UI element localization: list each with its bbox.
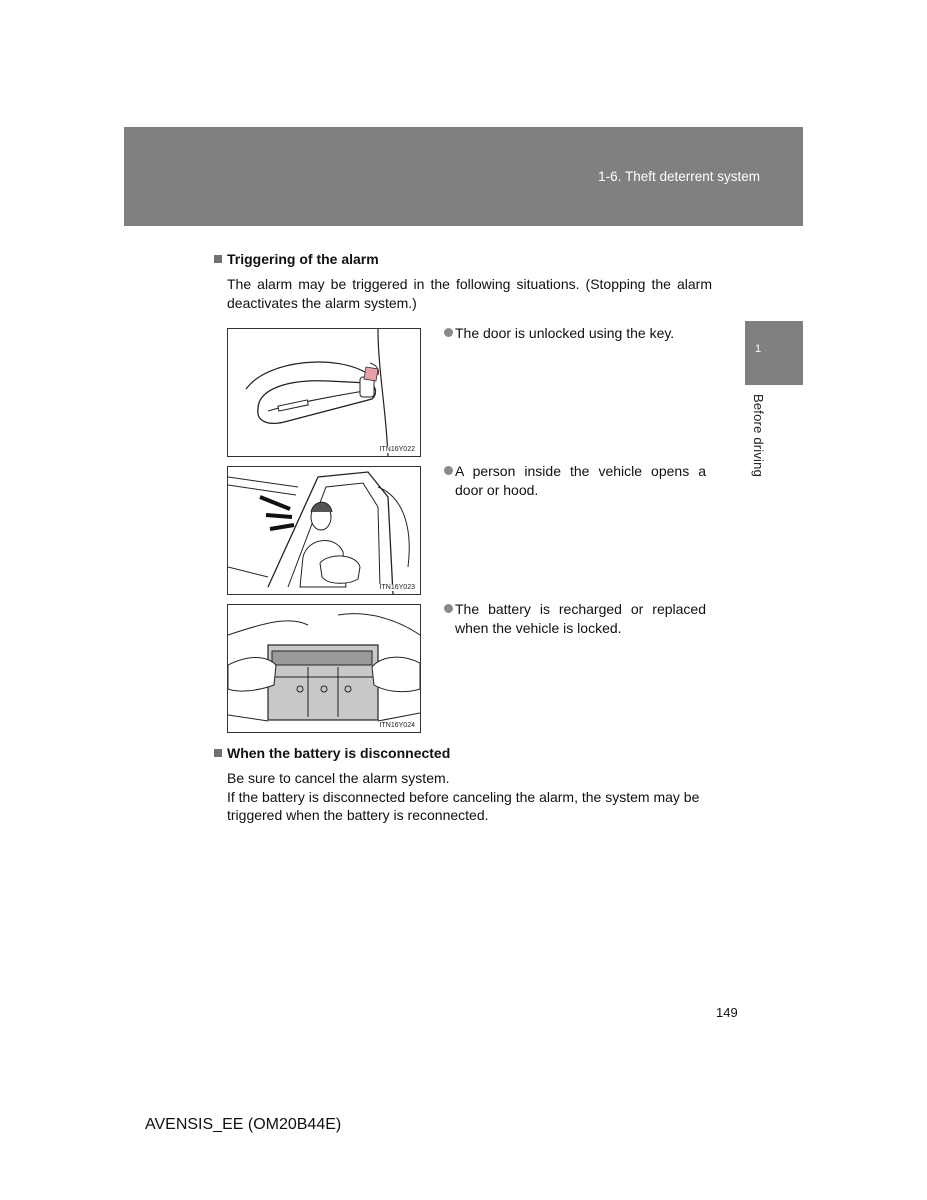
heading-text: Triggering of the alarm: [227, 251, 379, 267]
page-number: 149: [716, 1005, 738, 1020]
bullet-dot-icon: [444, 604, 453, 613]
section-heading-triggering: [214, 251, 379, 267]
figure-code: ITN16Y023: [379, 584, 415, 591]
bullet-dot-icon: [444, 328, 453, 337]
paragraph-line: Be sure to cancel the alarm system.: [227, 770, 450, 786]
header-band: [124, 127, 803, 226]
list-item-text: The door is unlocked using the key.: [455, 325, 675, 341]
list-item: [444, 462, 706, 499]
section-title: 1-6. Theft deterrent system: [598, 169, 760, 184]
chapter-number: 1: [755, 343, 762, 355]
square-bullet-icon: [214, 255, 222, 263]
section-heading-battery: [214, 745, 450, 761]
list-item-text: A person inside the vehicle opens a door or hood.: [455, 463, 706, 498]
square-bullet-icon: [214, 749, 222, 757]
person-opening-door-illustration: [228, 467, 420, 594]
figure-code: ITN16Y022: [379, 446, 415, 453]
list-item: [444, 324, 706, 343]
heading-text: When the battery is disconnected: [227, 745, 451, 761]
figure-door-key: [227, 328, 421, 457]
bullet-dot-icon: [444, 466, 453, 475]
figure-code: ITN16Y024: [379, 722, 415, 729]
footer-model: AVENSIS_EE (OM20B44E): [145, 1116, 342, 1133]
list-item-text: The battery is recharged or replaced when the vehicle is locked.: [455, 601, 706, 636]
chapter-tab: [745, 321, 803, 385]
battery-replacement-illustration: [228, 605, 420, 732]
chapter-label: Before driving: [751, 394, 766, 478]
door-handle-key-illustration: [228, 329, 420, 456]
figure-battery: [227, 604, 421, 733]
paragraph-line: If the battery is disconnected before canceling the alarm, the system may be triggered when the battery is reconnected.: [227, 788, 700, 823]
intro-paragraph: The alarm may be triggered in the following situations. (Stopping the alarm deactivates the alarm system.): [227, 276, 712, 311]
list-item: [444, 600, 706, 637]
battery-paragraph: [227, 769, 712, 825]
figure-person-door: [227, 466, 421, 595]
